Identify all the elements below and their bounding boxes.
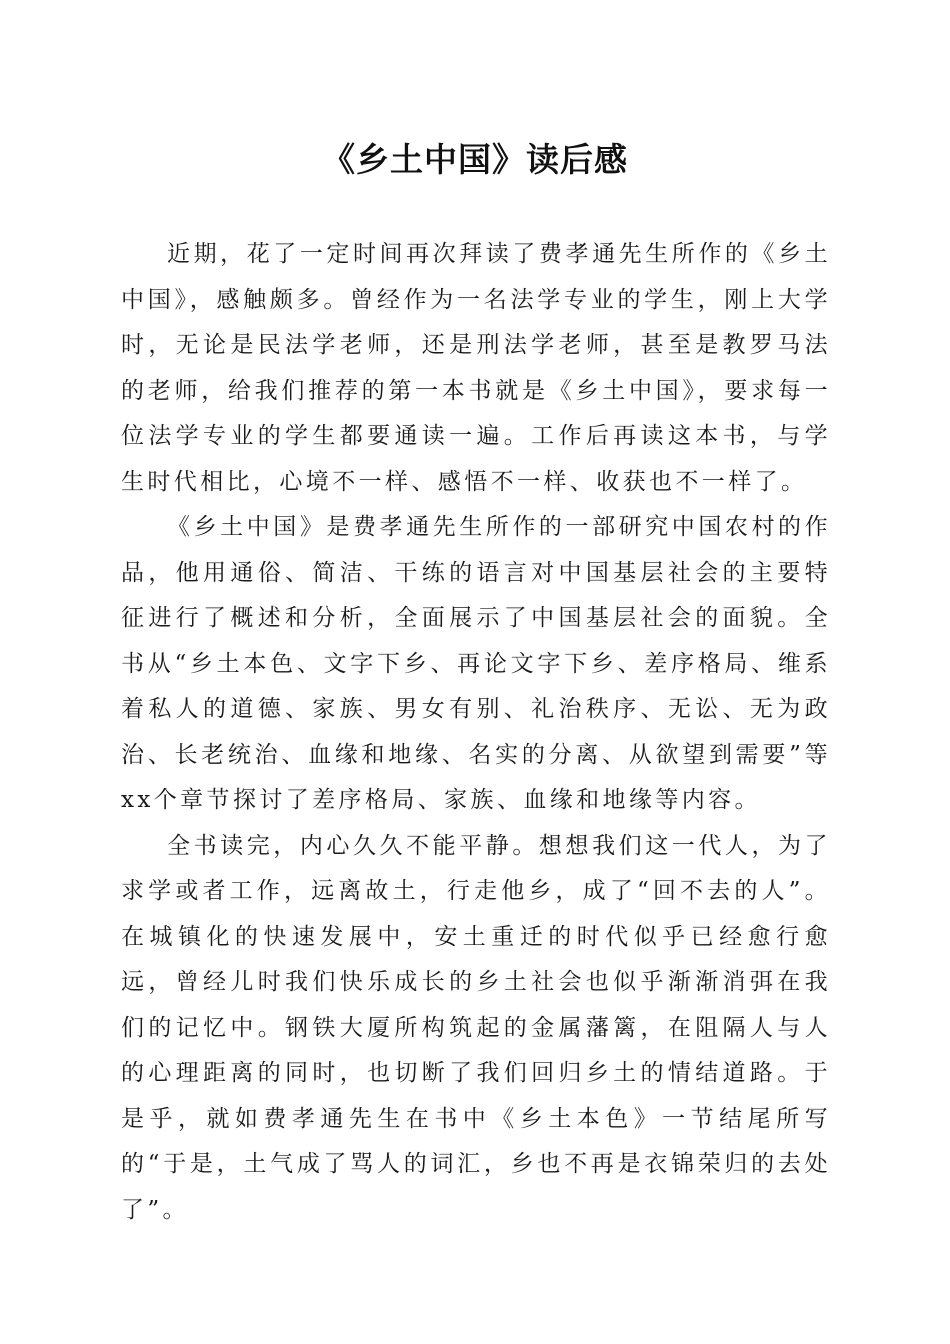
document-body xyxy=(121,232,831,1233)
paragraph-3: 全书读完，内心久久不能平静。想想我们这一代人，为了求学或者工作，远离故土，行走他乡，成了“回不去的人”。在城镇化的快速发展中，安土重迁的时代似乎已经愈行愈远，曾经儿时我们快乐成长的乡土社会也似乎渐渐消弭在我们的记忆中。钢铁大厦所构筑起的金属藩篱，在阻隔人与人的心理距离的同时，也切断了我们回归乡土的情结道路。于是乎，就如费孝通先生在书中《乡土本色》一节结尾所写的“于是，土气成了骂人的词汇，乡也不再是衣锦荣归的去处了”。 xyxy=(121,832,831,1223)
paragraph-1: 近期，花了一定时间再次拜读了费孝通先生所作的《乡土中国》，感触颇多。曾经作为一名法学专业的学生，刚上大学时，无论是民法学老师，还是刑法学老师，甚至是教罗马法的老师，给我们推荐的第一本书就是《乡土中国》，要求每一位法学专业的学生都要通读一遍。工作后再读这本书，与学生时代相比，心境不一样、感悟不一样、收获也不一样了。 xyxy=(121,241,831,495)
paragraph-2: 《乡土中国》是费孝通先生所作的一部研究中国农村的作品，他用通俗、简洁、干练的语言对中国基层社会的主要特征进行了概述和分析，全面展示了中国基层社会的面貌。全书从“乡土本色、文字下乡、再论文字下乡、差序格局、维系着私人的道德、家族、男女有别、礼治秩序、无讼、无为政治、长老统治、血缘和地缘、名实的分离、从欲望到需要”等xx个章节探讨了差序格局、家族、血缘和地缘等内容。 xyxy=(121,514,831,813)
document-title: 《乡土中国》读后感 xyxy=(322,140,628,179)
